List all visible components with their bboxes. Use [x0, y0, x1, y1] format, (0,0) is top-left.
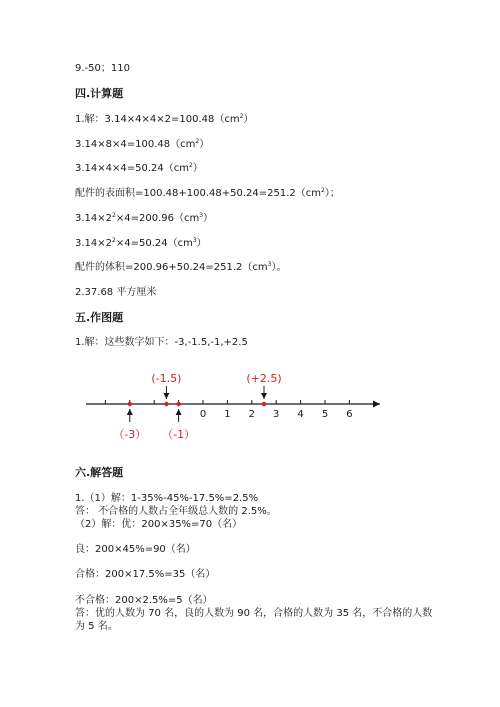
solution-answer-2: 答：优的人数为 70 名，良的人数为 90 名，合格的人数为 35 名，不合格的人数 [75, 608, 433, 619]
volume-line: 配件的体积$=200.96+50.24=251.2(cm^3)$。 [75, 261, 287, 273]
number-line-point [262, 402, 266, 406]
solution-answer-2-cont: 为 5 名。 [75, 621, 118, 632]
calc-line-5: $3.14\times 2^2\times 4=50.24(cm^3)$ [75, 237, 207, 249]
number-line-tick-label: 0 [199, 409, 207, 420]
number-line-tick-label: 2 [248, 409, 255, 420]
calc-line-4: $3.14\times 2^2\times 4=200.96(cm^3)$ [75, 212, 214, 224]
section-heading-solution: 六.解答题 [75, 466, 124, 479]
drawing-answer-line: 1.解：这些数字如下：-3,-1.5,-1,+2.5 [75, 337, 248, 348]
section-heading-calculation: 四.计算题 [75, 87, 124, 100]
number-line-point-label: (-1.5) [151, 372, 182, 385]
number-line-tick-label: 3 [273, 409, 280, 420]
surface-area-line: 配件的表面积$=100.48+100.48+50.24=251.2(cm^2)$； [75, 187, 340, 199]
number-line-point [164, 402, 168, 406]
solution-line-5: 不合格：200×2.5%=5（名） [75, 595, 213, 606]
number-line-point [176, 402, 180, 406]
calc-line-3: $3.14\times 4\times 4=50.24(cm^2)$ [75, 162, 203, 174]
answer-2: 2.37.68 平方厘米 [75, 287, 157, 298]
number-line-point-label: （-3） [113, 428, 147, 441]
solution-line-1: 1.（1）解：1-35%-45%-17.5%=2.5% [75, 493, 259, 504]
solution-line-2: （2）解：优：200×35%=70（名） [75, 519, 243, 530]
solution-answer-1: 答： 不合格的人数占全年级总人数的 2.5%。 [75, 506, 277, 517]
number-line-tick-label: 4 [297, 409, 304, 420]
section-heading-drawing: 五.作图题 [75, 311, 124, 324]
number-line-diagram [80, 368, 390, 448]
solution-line-3: 良：200×45%=90（名） [75, 544, 196, 555]
number-line-point-label: （-1） [162, 428, 196, 441]
answer-9: 9.-50；110 [75, 63, 130, 74]
solution-line-4: 合格：200×17.5%=35（名） [75, 569, 216, 580]
number-line-point-label: (+2.5) [246, 372, 282, 385]
number-line-tick-label: 1 [224, 409, 231, 420]
number-line-point [128, 402, 132, 406]
number-line-tick-label: 5 [321, 409, 329, 420]
calc-line-1: 1.解：$3.14\times 4\times 4\times 2=100.48(cm^2)$ [75, 113, 254, 125]
calc-line-2: $3.14\times 8\times 4=100.48(cm^2)$ [75, 138, 210, 150]
number-line-tick-label: 6 [346, 409, 353, 420]
